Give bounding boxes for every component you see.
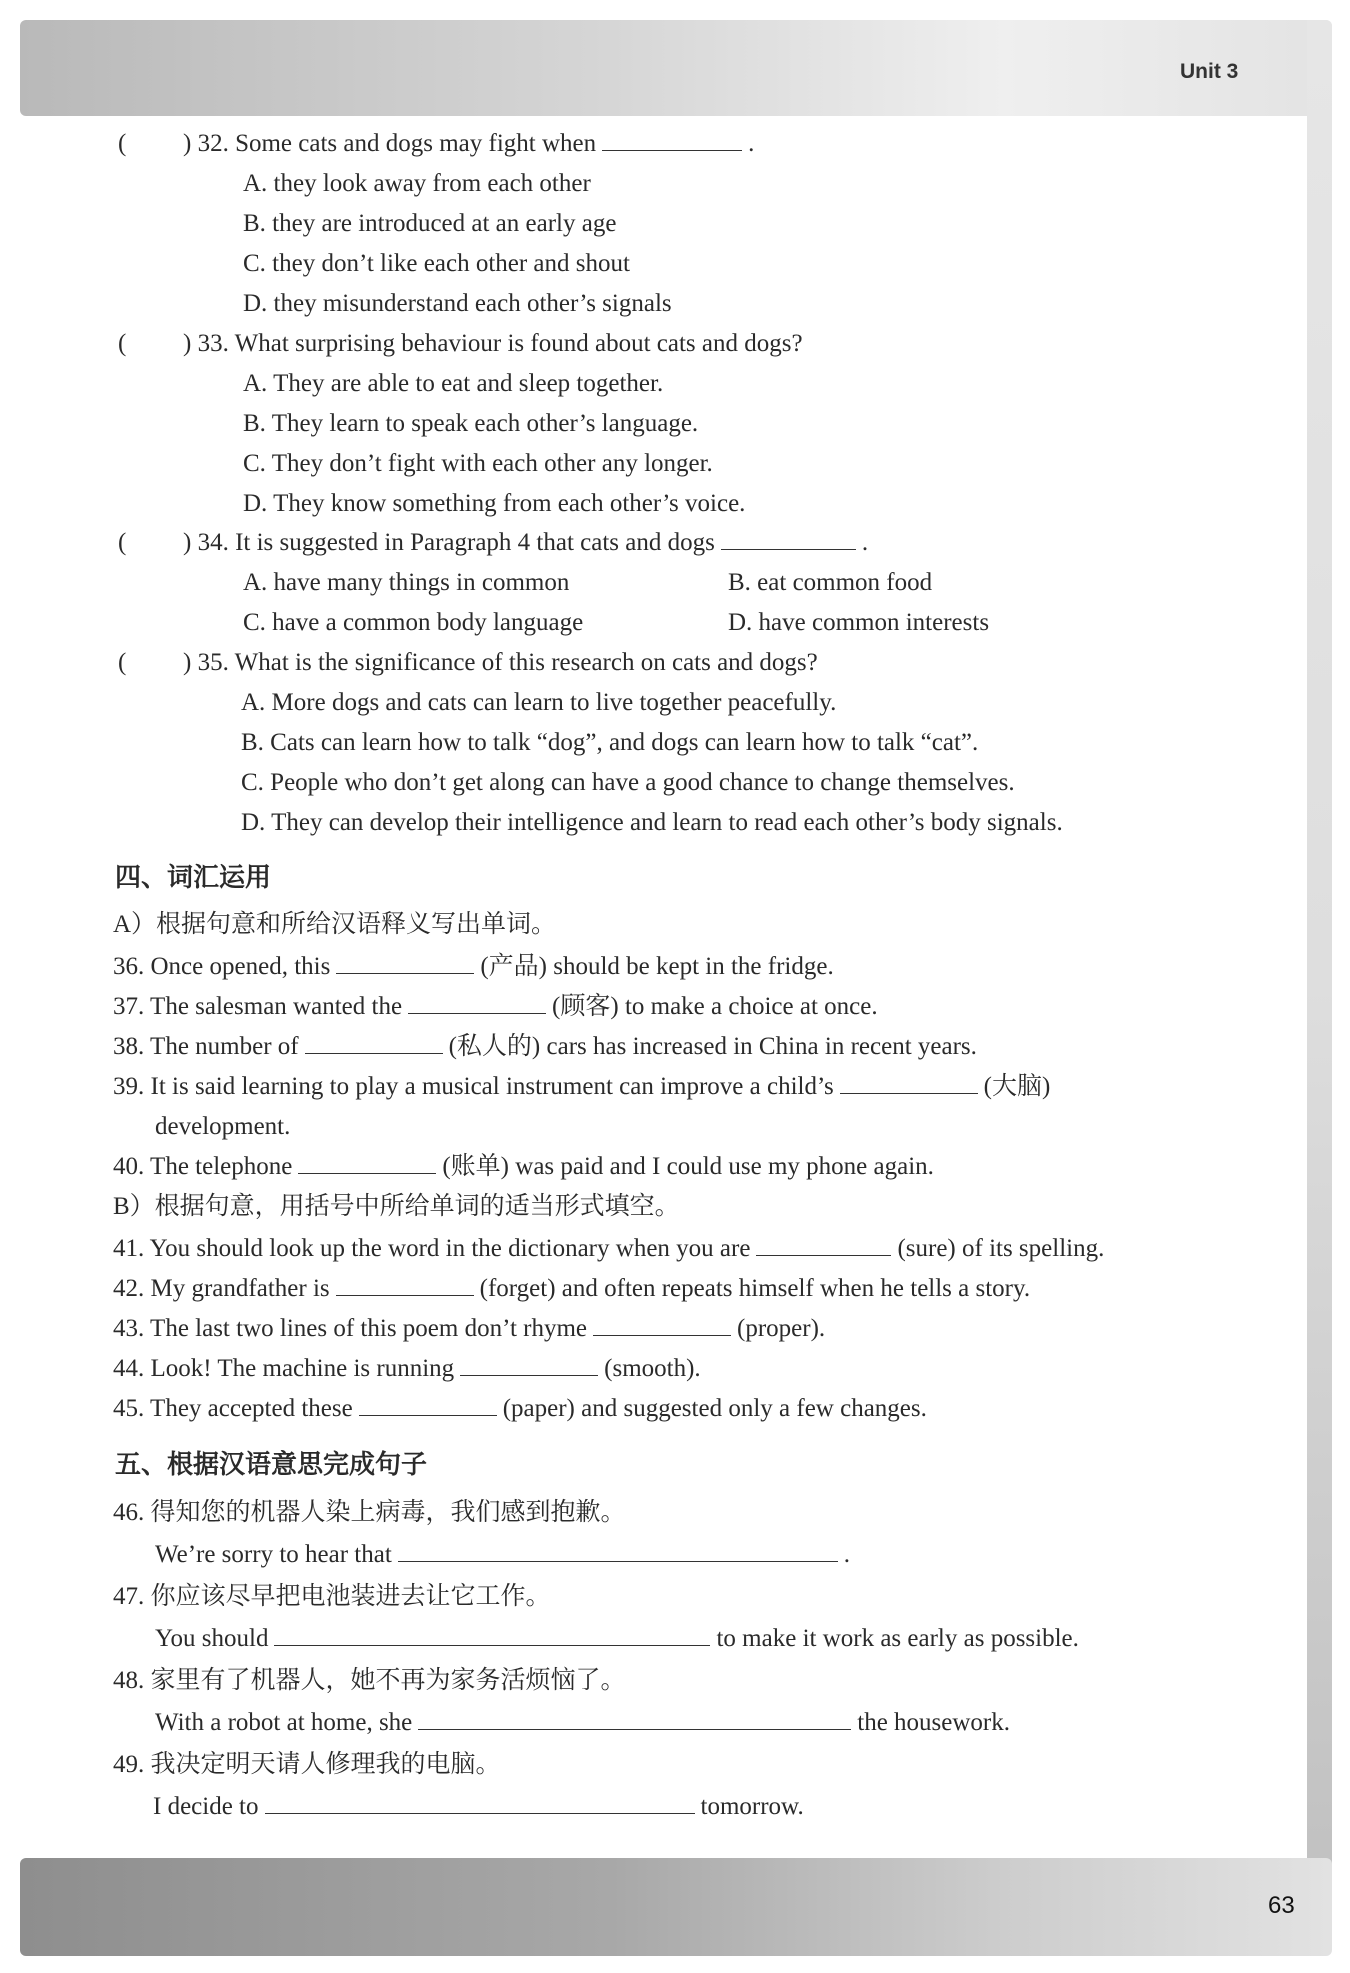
answer-blank[interactable] xyxy=(840,1071,978,1094)
question-46-chinese: 46. 得知您的机器人染上病毒，我们感到抱歉。 xyxy=(113,1499,626,1526)
question-48-chinese: 48. 家里有了机器人，她不再为家务活烦恼了。 xyxy=(113,1667,626,1694)
page-number: 63 xyxy=(1268,1892,1295,1919)
option-35-d: D. They can develop their intelligence and learn to read each other’s body signals. xyxy=(241,809,1063,836)
question-40: 40. The telephone (账单) was paid and I could use my phone again. xyxy=(113,1153,934,1180)
option-33-a: A. They are able to eat and sleep together. xyxy=(243,370,664,397)
answer-blank[interactable] xyxy=(265,1791,695,1814)
option-34-d: D. have common interests xyxy=(728,609,990,636)
question-48-english: With a robot at home, she the housework. xyxy=(155,1709,1011,1736)
section-4a-instruction: A）根据句意和所给汉语释义写出单词。 xyxy=(113,911,557,938)
option-32-a: A. they look away from each other xyxy=(243,170,591,197)
question-42: 42. My grandfather is (forget) and often repeats himself when he tells a story. xyxy=(113,1275,1031,1302)
option-35-a: A. More dogs and cats can learn to live together peacefully. xyxy=(241,689,837,716)
option-33-c: C. They don’t fight with each other any longer. xyxy=(243,450,713,477)
answer-blank[interactable] xyxy=(418,1707,851,1730)
option-34-c: C. have a common body language xyxy=(243,609,584,636)
answer-blank[interactable] xyxy=(298,1151,436,1174)
unit-label: Unit 3 xyxy=(1180,60,1239,83)
option-32-b: B. they are introduced at an early age xyxy=(243,210,617,237)
top-decorative-band xyxy=(20,20,1332,116)
section-5-title: 五、根据汉语意思完成句子 xyxy=(115,1450,428,1480)
answer-blank[interactable] xyxy=(408,991,546,1014)
question-33-stem: ) 33. What surprising behaviour is found about cats and dogs? xyxy=(183,330,803,357)
answer-blank[interactable] xyxy=(756,1233,891,1256)
answer-paren-32[interactable]: ( xyxy=(118,130,127,157)
question-43: 43. The last two lines of this poem don’t rhyme (proper). xyxy=(113,1315,826,1342)
question-47-english: You should to make it work as early as possible. xyxy=(155,1625,1079,1652)
question-46-english: We’re sorry to hear that . xyxy=(155,1541,851,1568)
question-45: 45. They accepted these (paper) and suggested only a few changes. xyxy=(113,1395,927,1422)
question-32-stem: ) 32. Some cats and dogs may fight when . xyxy=(183,130,755,157)
answer-paren-34[interactable]: ( xyxy=(118,529,127,556)
option-35-c: C. People who don’t get along can have a good chance to change themselves. xyxy=(241,769,1015,796)
question-39-continuation: development. xyxy=(155,1113,291,1140)
question-38: 38. The number of (私人的) cars has increased in China in recent years. xyxy=(113,1033,977,1060)
question-39: 39. It is said learning to play a musical instrument can improve a child’s (大脑) xyxy=(113,1073,1051,1100)
option-34-a: A. have many things in common xyxy=(243,569,570,596)
option-35-b: B. Cats can learn how to talk “dog”, and dogs can learn how to talk “cat”. xyxy=(241,729,979,756)
answer-blank[interactable] xyxy=(460,1353,598,1376)
option-32-c: C. they don’t like each other and shout xyxy=(243,250,630,277)
question-47-chinese: 47. 你应该尽早把电池装进去让它工作。 xyxy=(113,1583,551,1610)
answer-paren-33[interactable]: ( xyxy=(118,330,127,357)
right-decorative-band xyxy=(1307,20,1332,1940)
answer-blank[interactable] xyxy=(305,1031,443,1054)
question-35-stem: ) 35. What is the significance of this research on cats and dogs? xyxy=(183,649,818,676)
answer-blank[interactable] xyxy=(398,1539,838,1562)
option-32-d: D. they misunderstand each other’s signals xyxy=(243,290,672,317)
question-44: 44. Look! The machine is running (smooth). xyxy=(113,1355,701,1382)
question-49-english: I decide to tomorrow. xyxy=(153,1793,804,1820)
option-34-b: B. eat common food xyxy=(728,569,933,596)
option-33-d: D. They know something from each other’s voice. xyxy=(243,490,746,517)
bottom-decorative-band xyxy=(20,1858,1332,1956)
question-34-stem: ) 34. It is suggested in Paragraph 4 that cats and dogs . xyxy=(183,529,869,556)
answer-paren-35[interactable]: ( xyxy=(118,649,127,676)
answer-blank[interactable] xyxy=(336,1273,474,1296)
question-37: 37. The salesman wanted the (顾客) to make a choice at once. xyxy=(113,993,878,1020)
answer-blank[interactable] xyxy=(593,1313,731,1336)
answer-blank[interactable] xyxy=(721,527,856,550)
question-36: 36. Once opened, this (产品) should be kept in the fridge. xyxy=(113,953,834,980)
option-33-b: B. They learn to speak each other’s language. xyxy=(243,410,699,437)
question-49-chinese: 49. 我决定明天请人修理我的电脑。 xyxy=(113,1751,501,1778)
answer-blank[interactable] xyxy=(602,128,742,151)
answer-blank[interactable] xyxy=(336,951,474,974)
question-41: 41. You should look up the word in the dictionary when you are (sure) of its spelling. xyxy=(113,1235,1105,1262)
section-4b-instruction: B）根据句意，用括号中所给单词的适当形式填空。 xyxy=(113,1193,680,1220)
answer-blank[interactable] xyxy=(274,1623,710,1646)
section-4-title: 四、词汇运用 xyxy=(115,863,272,893)
answer-blank[interactable] xyxy=(359,1393,497,1416)
